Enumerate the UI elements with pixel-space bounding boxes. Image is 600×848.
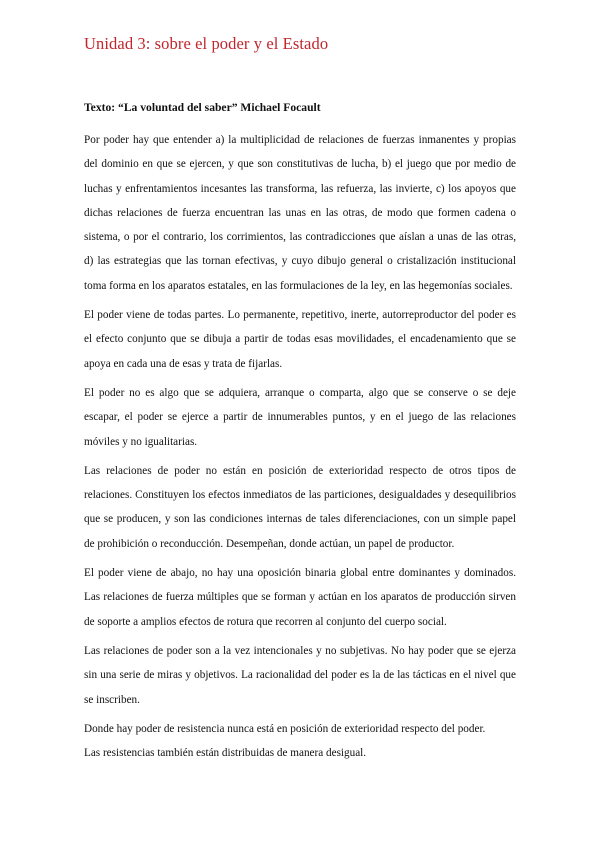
- paragraph-power-everywhere: El poder viene de todas partes. Lo permanente, repetitivo, inerte, autorreproductor del poder es el efecto conjunto que se dibuja a partir de todas esas movilidades, el encadenamiento que se apoya en cada una de esas y trata de fijarlas.: [84, 309, 516, 370]
- paragraph-power-from-below: El poder viene de abajo, no hay una oposición binaria global entre dominantes y dominados. Las relaciones de fuerza múltiples que se forman y actúan en los aparatos de producción sirven de soporte a amplios efectos de rotura que recorren al conjunto del cuerpo social.: [84, 567, 516, 628]
- paragraph-power-exercised: El poder no es algo que se adquiera, arranque o comparta, algo que se conserve o se deje escapar, el poder se ejerce a partir de innumerables puntos, y en el juego de las relaciones móviles y no igualitarias.: [84, 386, 516, 448]
- paragraph-resistance: Donde hay poder de resistencia nunca está en posición de exterioridad respecto del poder.: [84, 722, 486, 735]
- unit-heading: Unidad 3: sobre el poder y el Estado: [84, 34, 329, 53]
- paragraph-definition-of-power: Por poder hay que entender a) la multiplicidad de relaciones de fuerzas inmanentes y propias del dominio en que se ejercen, y que son constitutivas de lucha, b) el juego que por medio de luchas y enfrentamientos incesantes las transforma, las refuerza, las invierte, c) los apoyos que dichas relaciones de fuerza encuentran las unas en las otras, de modo que formen cadena o sistema, o por el contrario, los corrimientos, las contradicciones que aíslan a unas de las otras, d) las estrategias que las tornan efectivas, y cuyo dibujo general o cristalización institucional toma forma en los aparatos estatales, en las formulaciones de la ley, en las hegemonías sociales.: [84, 134, 516, 292]
- paragraph-resistance-distribution: Las resistencias también están distribuidas de manera desigual.: [84, 747, 367, 760]
- paragraph-power-relations: Las relaciones de poder no están en posición de exterioridad respecto de otros tipos de relaciones. Constituyen los efectos inmediatos de las particiones, desigualdades y desequilibrios que se producen, y son las condiciones internas de tales diferenciaciones, con un simple papel de prohibición o reconducción. Desempeñan, donde actúan, un papel de productor.: [84, 464, 516, 550]
- text-source-title: Texto: “La voluntad del saber” Michael Focault: [84, 101, 321, 114]
- paragraph-intentional-relations: Las relaciones de poder son a la vez intencionales y no subjetivas. No hay poder que se ejerza sin una serie de miras y objetivos. La racionalidad del poder es la de las tácticas en el nivel que se inscriben.: [84, 644, 516, 706]
